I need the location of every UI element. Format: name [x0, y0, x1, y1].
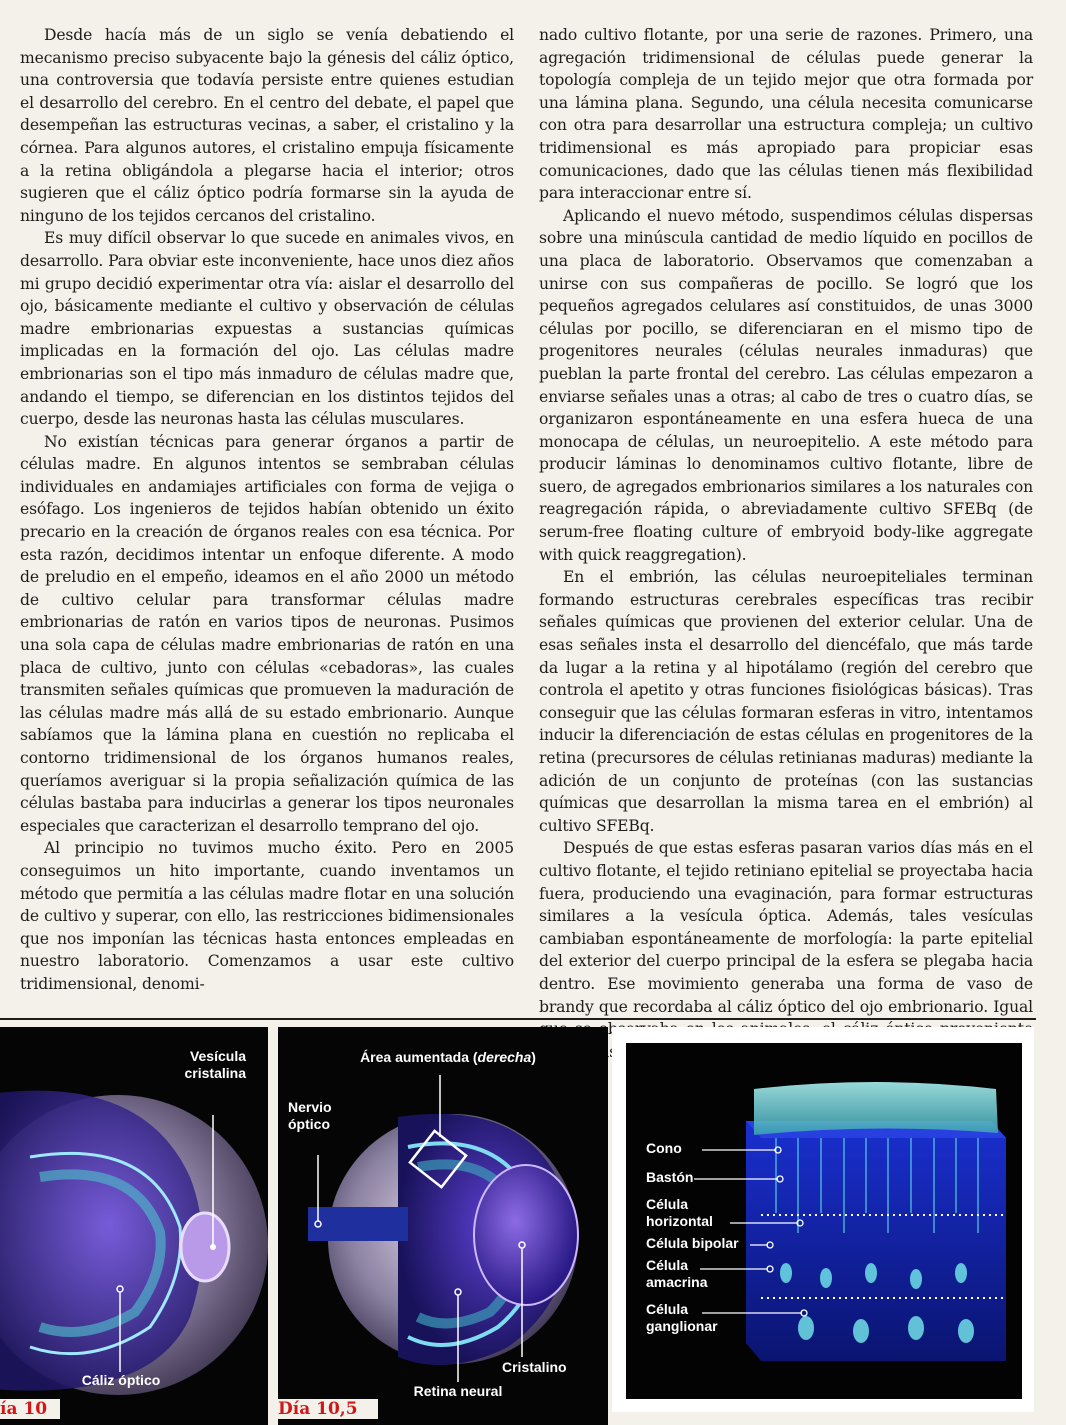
figure-panel-retina-layers — [612, 1027, 1034, 1412]
label-enlarged-area — [348, 1049, 548, 1066]
label-optic-cup: Cáliz óptico — [81, 1372, 161, 1388]
label-enlarged-area-end: ) — [531, 1049, 536, 1065]
article-right-column — [539, 24, 1033, 1063]
figure-divider — [0, 1018, 1036, 1020]
label-day-10: ía 10 — [0, 1399, 60, 1419]
label-ganglion-cell: Célula ganglionar — [646, 1301, 718, 1334]
retina-layers-frame — [626, 1043, 1022, 1399]
label-cone: Cono — [646, 1140, 682, 1156]
label-enlarged-area-text: Área aumentada ( — [360, 1049, 478, 1065]
paragraph: No existían técnicas para generar órganos a partir de células madre. En algunos intentos se sembraban células individuales en andamiajes artificiales con forma de vejiga o esófago. Los ingenieros de tejidos habían obtenido un éxito precario en la creación de órganos reales con esa técnica. Por esta razón, decidimos intentar un enfoque diferente. A modo de preludio en el empeño, ideamos en el año 2000 un método de cultivo celular para transformar células madre embrionarias de ratón en varios tipos de neuronas. Pusimos una sola capa de células madre embrionarias de ratón en una placa de cultivo, junto con células «cebadoras», las cuales transmiten señales químicas que promueven la maduración de las células madre más allá de su estado embrionario. Aunque sabíamos que la lámina plana en cuestión no replicaba el contorno tridimensional de los órganos humanos reales, queríamos averiguar si la propia señalización química de las células bastaba para inducirlas a generar los tipos neuronales especiales que caracterizan el desarrollo temprano del ojo. — [20, 432, 514, 835]
paragraph: En el embrión, las células neuroepiteliales terminan formando estructuras cerebrales específicas tras recibir señales químicas que provienen del exterior celular. Una de esas señales insta el desarrollo del diencéfalo, que más tarde da lugar a la retina y al hipotálamo (región del cerebro que controla el apetito y otras funciones fisiológicas básicas). Tras conseguir que las células formaran esferas in vitro, intentamos inducir la diferenciación de estas células en progenitores de la retina (precursores de células retinianas maduras) mediante la adición de un conjunto de proteínas (con las sustancias químicas que desarrollan la misma tarea en el embrión) al cultivo SFEBq. — [539, 568, 1033, 835]
label-optic-nerve: Nervio óptico — [288, 1099, 332, 1132]
paragraph: Es muy difícil observar lo que sucede en animales vivos, en desarrollo. Para obviar este inconveniente, hace unos diez años mi grupo decidió experimentar otra vía: aislar el desarrollo del ojo, básicamente mediante el cultivo y observación de células madre embrionarias expuestas a sustancias químicas implicadas en la formación del ojo. Las células madre embrionarias son el tipo más inmaduro de células madre que, andando el tiempo, se diferencian en los distintos tejidos del cuerpo, desde las neuronas hasta las células musculares. — [20, 229, 514, 429]
figure-panel-day10-5 — [278, 1027, 608, 1425]
label-lens-vesicle: Vesícula cristalina — [184, 1048, 246, 1081]
label-day-10-5: Día 10,5 — [278, 1399, 378, 1419]
label-horizontal-cell: Célula horizontal — [646, 1196, 713, 1229]
label-enlarged-area-italic: derecha — [477, 1049, 532, 1065]
figure-panel-day10 — [0, 1027, 268, 1425]
eye-cup-day10-illustration — [0, 1027, 268, 1425]
label-lens: Cristalino — [502, 1359, 567, 1375]
label-neural-retina: Retina neural — [413, 1383, 503, 1399]
label-rod: Bastón — [646, 1169, 694, 1185]
paragraph: Desde hacía más de un siglo se venía debatiendo el mecanismo preciso subyacente bajo la génesis del cáliz óptico, una controversia que todavía persiste entre quienes estudian el desarrollo del cerebro. En el centro del debate, el papel que desempeñan las estructuras vecinas, a saber, el cristalino y la córnea. Para algunos autores, el cristalino empuja físicamente a la retina obligándola a plegarse hacia el interior; otros sugieren que el cáliz óptico podría formarse sin la ayuda de ninguno de los tejidos cercanos del cristalino. — [20, 26, 514, 225]
article-left-column — [20, 24, 514, 996]
paragraph: nado cultivo flotante, por una serie de razones. Primero, una agregación tridimensional de células puede generar la topología compleja de un tejido mejor que otra formada por una lámina plana. Segundo, una célula necesita comunicarse con otra para desarrollar una estructura compleja; un cultivo tridimensional es más apropiado para propiciar esas comunicaciones, dado que las células tienen más flexibilidad para interaccionar entre sí. — [539, 26, 1033, 203]
label-bipolar-cell: Célula bipolar — [646, 1235, 739, 1251]
label-amacrine-cell: Célula amacrina — [646, 1257, 708, 1290]
paragraph: Después de que estas esferas pasaran varios días más en el cultivo flotante, el tejido retiniano epitelial se proyectaba hacia fuera, produciendo una evaginación, para formar estructuras similares a la vesícula óptica. Además, tales vesículas cambiaban espontáneamente de morfología: la parte epitelial del exterior del cuerpo principal de la esfera se plegaba hacia dentro. Ese movimiento generaba una forma de vaso de brandy que recordaba al cáliz óptico del ojo embrionario. Igual — [539, 839, 1033, 1016]
paragraph: Al principio no tuvimos mucho éxito. Pero en 2005 conseguimos un hito importante, cuando inventamos un método que permitía a las células madre flotar en una solución de cultivo y superar, con ello, las restricciones bidimensionales que nos imponían las técnicas hasta entonces empleadas en nuestro laboratorio. Comenzamos a usar este cultivo tridimensional, denomi- — [20, 839, 514, 993]
paragraph: Aplicando el nuevo método, suspendimos células dispersas sobre una minúscula cantidad de medio líquido en pocillos de una placa de laboratorio. Observamos que comenzaban a unirse con sus compañeras de pocillo. Se logró que los pequeños agregados celulares así constituidos, de unas 3000 células por pocillo, se diferenciaran en el mismo tipo de progenitores neurales (células neurales inmaduras) que pueblan la parte frontal del cerebro. Las células empezaron a enviarse señales unas a otras; al cabo de tres o cuatro días, se organizaron espontáneamente en una esfera hueca de una monocapa de células, un neuroepitelio. A este método para producir láminas lo denominamos cultivo flotante, libre de suero, de agregados embrionarios similares a los naturales con reagregación rápida, o abreviadamente cultivo SFEBq (de serum-free floating culture of embryoid body-like aggregate with quick reaggregation). — [539, 206, 1033, 564]
